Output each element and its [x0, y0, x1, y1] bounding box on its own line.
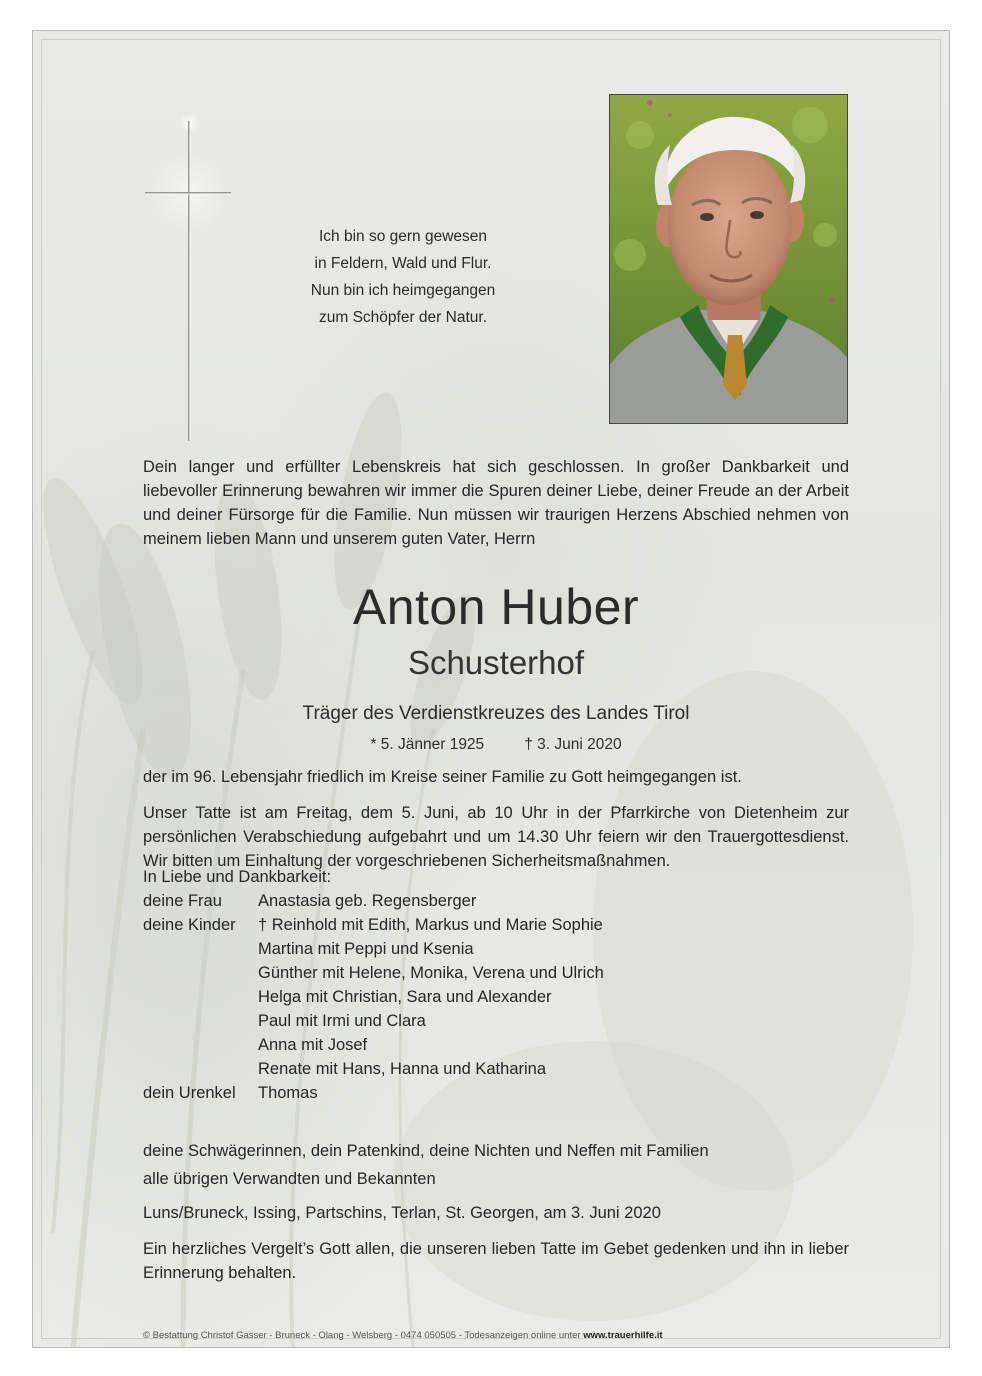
- family-row: [143, 961, 849, 985]
- portrait-image-icon: [610, 95, 848, 424]
- family-row: [143, 913, 849, 937]
- funeral-text: Unser Tatte ist am Freitag, dem 5. Juni, ab 10 Uhr in der Pfarrkirche von Dietenheim zur persönlichen Verabschiedung aufgebahrt und um 14.30 Uhr feiern wir den Trauergottesdienst. Wir bitten um Einhaltung der vorgeschriebenen Sicherheitsmaßnahmen.: [143, 804, 849, 870]
- family-names: Helga mit Christian, Sara und Alexander: [258, 988, 552, 1006]
- poem-line: Nun bin ich heimgegangen: [310, 282, 496, 299]
- family-row: [143, 1009, 849, 1033]
- family-row: [143, 1057, 849, 1081]
- family-names: Renate mit Hans, Hanna und Katharina: [258, 1060, 547, 1078]
- poem-line: Ich bin so gern gewesen: [318, 228, 488, 245]
- family-row: [143, 1033, 849, 1057]
- birth-date: * 5. Jänner 1925: [370, 736, 485, 753]
- portrait-photo: [609, 94, 848, 424]
- family-names: Anna mit Josef: [258, 1036, 368, 1054]
- family-row: [143, 985, 849, 1009]
- family-relation: dein Urenkel: [143, 1084, 236, 1102]
- obituary-card: [32, 30, 950, 1348]
- poem-line: in Feldern, Wald und Flur.: [314, 255, 492, 272]
- age-text: der im 96. Lebensjahr friedlich im Kreise seiner Familie zu Gott heimgegangen ist.: [143, 768, 742, 786]
- family-names: Martina mit Peppi und Ksenia: [258, 940, 474, 958]
- family-relation: deine Kinder: [143, 916, 236, 934]
- family-list: [143, 889, 849, 1105]
- award-line: Träger des Verdienstkreuzes des Landes Tirol: [302, 703, 690, 724]
- thanks-heading: In Liebe und Dankbarkeit:: [143, 868, 332, 886]
- place-date: Luns/Bruneck, Issing, Partschins, Terlan, St. Georgen, am 3. Juni 2020: [143, 1204, 661, 1222]
- death-date: † 3. Juni 2020: [524, 736, 622, 753]
- footer-link[interactable]: www.trauerhilfe.it: [583, 1330, 663, 1341]
- footer: [143, 1329, 863, 1343]
- relatives-line: deine Schwägerinnen, dein Patenkind, deine Nichten und Neffen mit Familien: [143, 1142, 709, 1160]
- relatives-line: alle übrigen Verwandten und Bekannten: [143, 1170, 436, 1188]
- family-relation: deine Frau: [143, 892, 222, 910]
- family-names: Paul mit Irmi und Clara: [258, 1012, 426, 1030]
- family-names: Anastasia geb. Regensberger: [258, 892, 477, 910]
- family-row: [143, 889, 849, 913]
- deceased-name: Anton Huber: [352, 579, 640, 635]
- farm-name: Schusterhof: [407, 644, 585, 681]
- family-row: [143, 1081, 849, 1105]
- life-dates: [143, 733, 849, 757]
- family-names: Günther mit Helene, Monika, Verena und Ulrich: [258, 964, 604, 982]
- poem: [273, 223, 533, 331]
- poem-line: zum Schöpfer der Natur.: [319, 309, 487, 326]
- footer-text: © Bestattung Christof Gasser - Bruneck - Olang - Welsberg - 0474 050505 - Todesanzeigen online unter: [143, 1330, 581, 1341]
- family-names: † Reinhold mit Edith, Markus und Marie Sophie: [258, 916, 603, 934]
- family-names: Thomas: [258, 1084, 318, 1102]
- closing-text: Ein herzliches Vergelt’s Gott allen, die unseren lieben Tatte im Gebet gedenken und ihn in lieber Erinnerung behalten.: [143, 1240, 849, 1282]
- intro-paragraph: Dein langer und erfüllter Lebenskreis hat sich geschlossen. In großer Dankbarkeit und liebevoller Erinnerung bewahren wir immer die Spuren deiner Liebe, deiner Freude an der Arbeit und deiner Fürsorge für die Familie. Nun müssen wir traurigen Herzens Abschied nehmen von meinem lieben Mann und unserem guten Vater, Herrn: [143, 458, 849, 548]
- cross-icon: [143, 111, 233, 451]
- family-row: [143, 937, 849, 961]
